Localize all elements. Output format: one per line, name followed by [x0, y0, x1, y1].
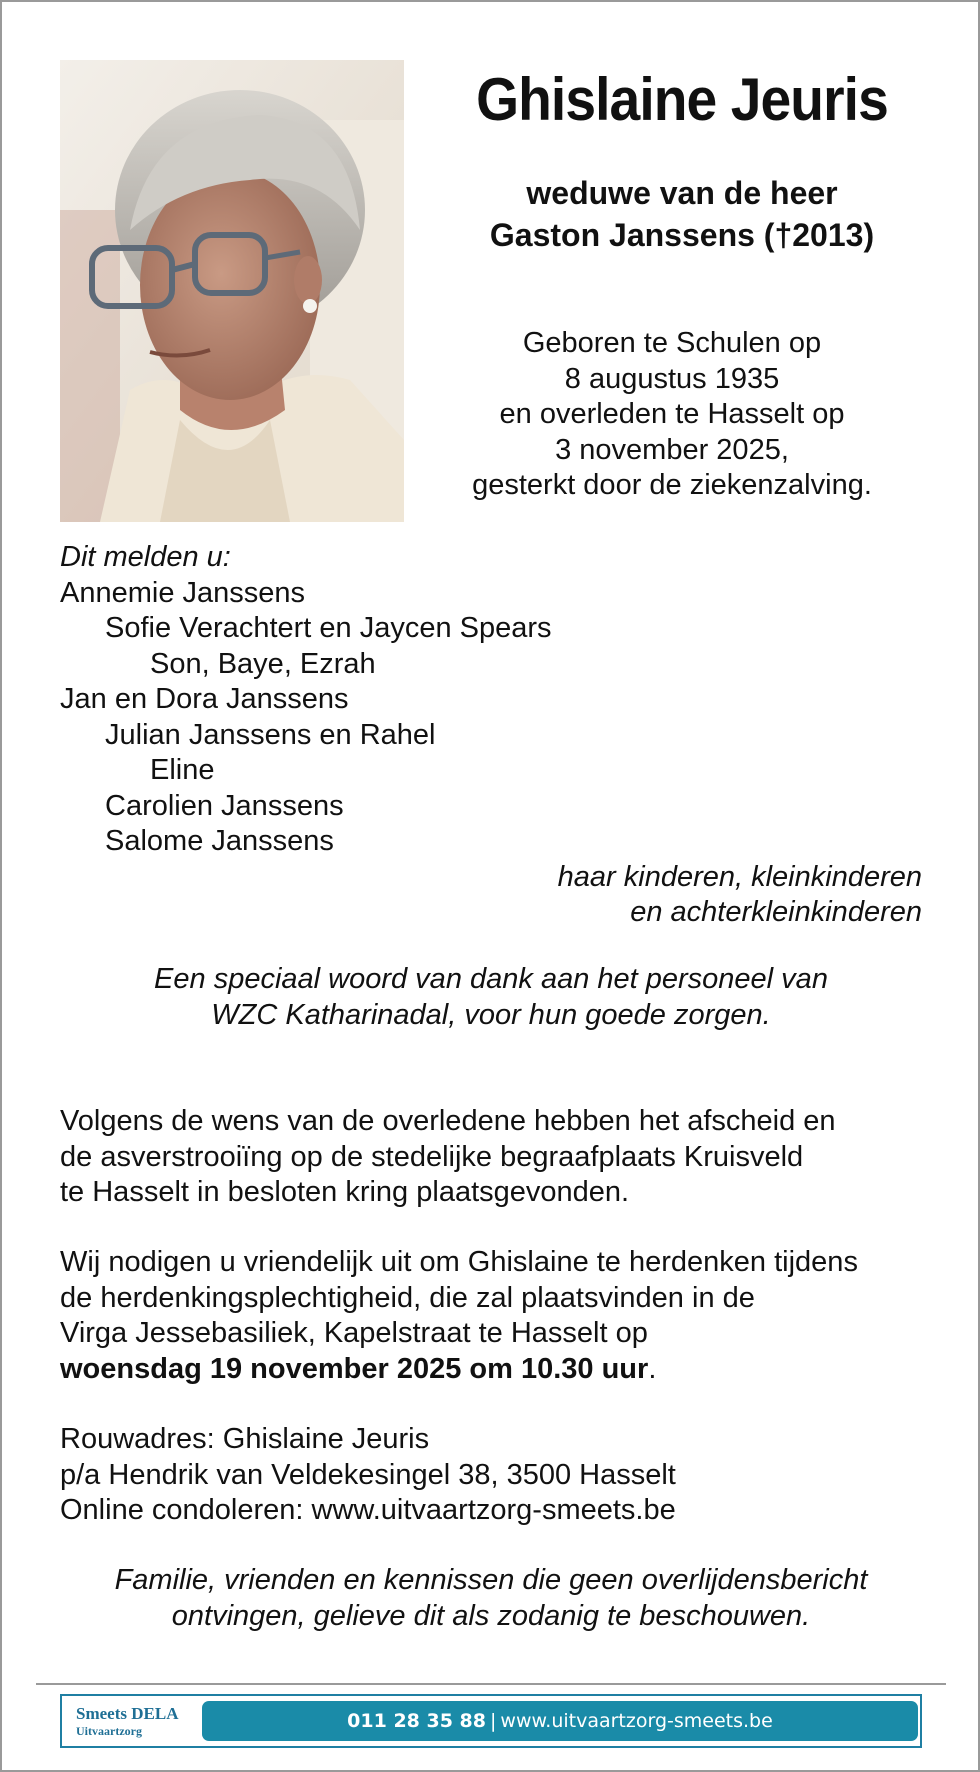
- separator: |: [490, 1710, 497, 1732]
- ceremony-date: woensdag 19 november 2025 om 10.30 uur: [60, 1352, 649, 1385]
- family-member: Annemie Janssens: [60, 576, 306, 609]
- family-member: Sofie Verachtert en Jaycen Spears: [105, 612, 552, 644]
- funeral-home-footer: [60, 1694, 922, 1748]
- family-member: Salome Janssens: [105, 825, 334, 857]
- thanks-line: Een speciaal woord van dank aan het personeel van: [154, 963, 828, 995]
- widow-of: [422, 172, 942, 256]
- thanks-note: [60, 962, 922, 1033]
- relation-line: haar kinderen, kleinkinderen: [557, 860, 922, 893]
- mourning-address: Rouwadres: Ghislaine Jeuris: [60, 1423, 430, 1455]
- family-member: Julian Janssens en Rahel: [105, 718, 436, 751]
- farewell-paragraph: [60, 1104, 940, 1211]
- birth-date: 8 augustus 1935: [564, 362, 780, 395]
- family-announcement: [60, 540, 940, 931]
- logo-sub-text: Uitvaartzorg: [76, 1724, 142, 1738]
- relation-line: en achterkleinkinderen: [630, 896, 922, 928]
- closing-note: [60, 1563, 922, 1634]
- phone-number: 011 28 35 88: [347, 1710, 486, 1732]
- widow-line: weduwe van de heer: [526, 175, 838, 211]
- portrait-photo: [60, 60, 404, 522]
- birth-line: Geboren te Schulen op: [522, 327, 822, 359]
- announcement-intro: Dit melden u:: [60, 541, 231, 573]
- family-member: Jan en Dora Janssens: [60, 683, 349, 715]
- ceremony-date-suffix: .: [648, 1352, 657, 1385]
- thanks-line: WZC Katharinadal, voor hun goede zorgen.: [211, 998, 771, 1031]
- invitation-paragraph: [60, 1245, 940, 1387]
- family-member: Son, Baye, Ezrah: [150, 647, 376, 680]
- farewell-line: te Hasselt in besloten kring plaatsgevonden.: [60, 1176, 630, 1208]
- spouse-name: Gaston Janssens (†2013): [489, 217, 875, 253]
- closing-line: ontvingen, gelieve dit als zodanig te beschouwen.: [171, 1599, 811, 1632]
- divider: [36, 1683, 946, 1685]
- family-member: Eline: [150, 754, 215, 786]
- invitation-line: Wij nodigen u vriendelijk uit om Ghislaine te herdenken tijdens: [60, 1246, 858, 1278]
- birth-death-info: [422, 326, 922, 504]
- contact-info: [60, 1422, 940, 1529]
- deceased-name: Ghislaine Jeuris: [476, 66, 888, 133]
- farewell-line: de asverstrooiïng op de stedelijke begraafplaats Kruisveld: [60, 1140, 804, 1173]
- ceremony-date-line: [60, 1352, 940, 1388]
- invitation-line: Virga Jessebasiliek, Kapelstraat te Hasselt op: [60, 1317, 648, 1349]
- death-date: 3 november 2025,: [555, 433, 789, 466]
- invitation-line: de herdenkingsplechtigheid, die zal plaatsvinden in de: [60, 1281, 755, 1314]
- sacrament-line: gesterkt door de ziekenzalving.: [472, 469, 872, 501]
- family-member: Carolien Janssens: [105, 789, 344, 822]
- closing-line: Familie, vrienden en kennissen die geen overlijdensbericht: [114, 1564, 868, 1596]
- mourning-address-street: p/a Hendrik van Veldekesingel 38, 3500 Hasselt: [60, 1458, 676, 1491]
- death-line: en overleden te Hasselt op: [499, 398, 845, 430]
- contact-bar: [202, 1701, 918, 1741]
- logo-main-text: Smeets DELA: [76, 1704, 179, 1723]
- portrait-illustration: [60, 60, 404, 522]
- farewell-line: Volgens de wens van de overledene hebben het afscheid en: [60, 1105, 836, 1137]
- online-condolences: Online condoleren: www.uitvaartzorg-smeets.be: [60, 1494, 676, 1526]
- website-link[interactable]: www.uitvaartzorg-smeets.be: [500, 1710, 773, 1732]
